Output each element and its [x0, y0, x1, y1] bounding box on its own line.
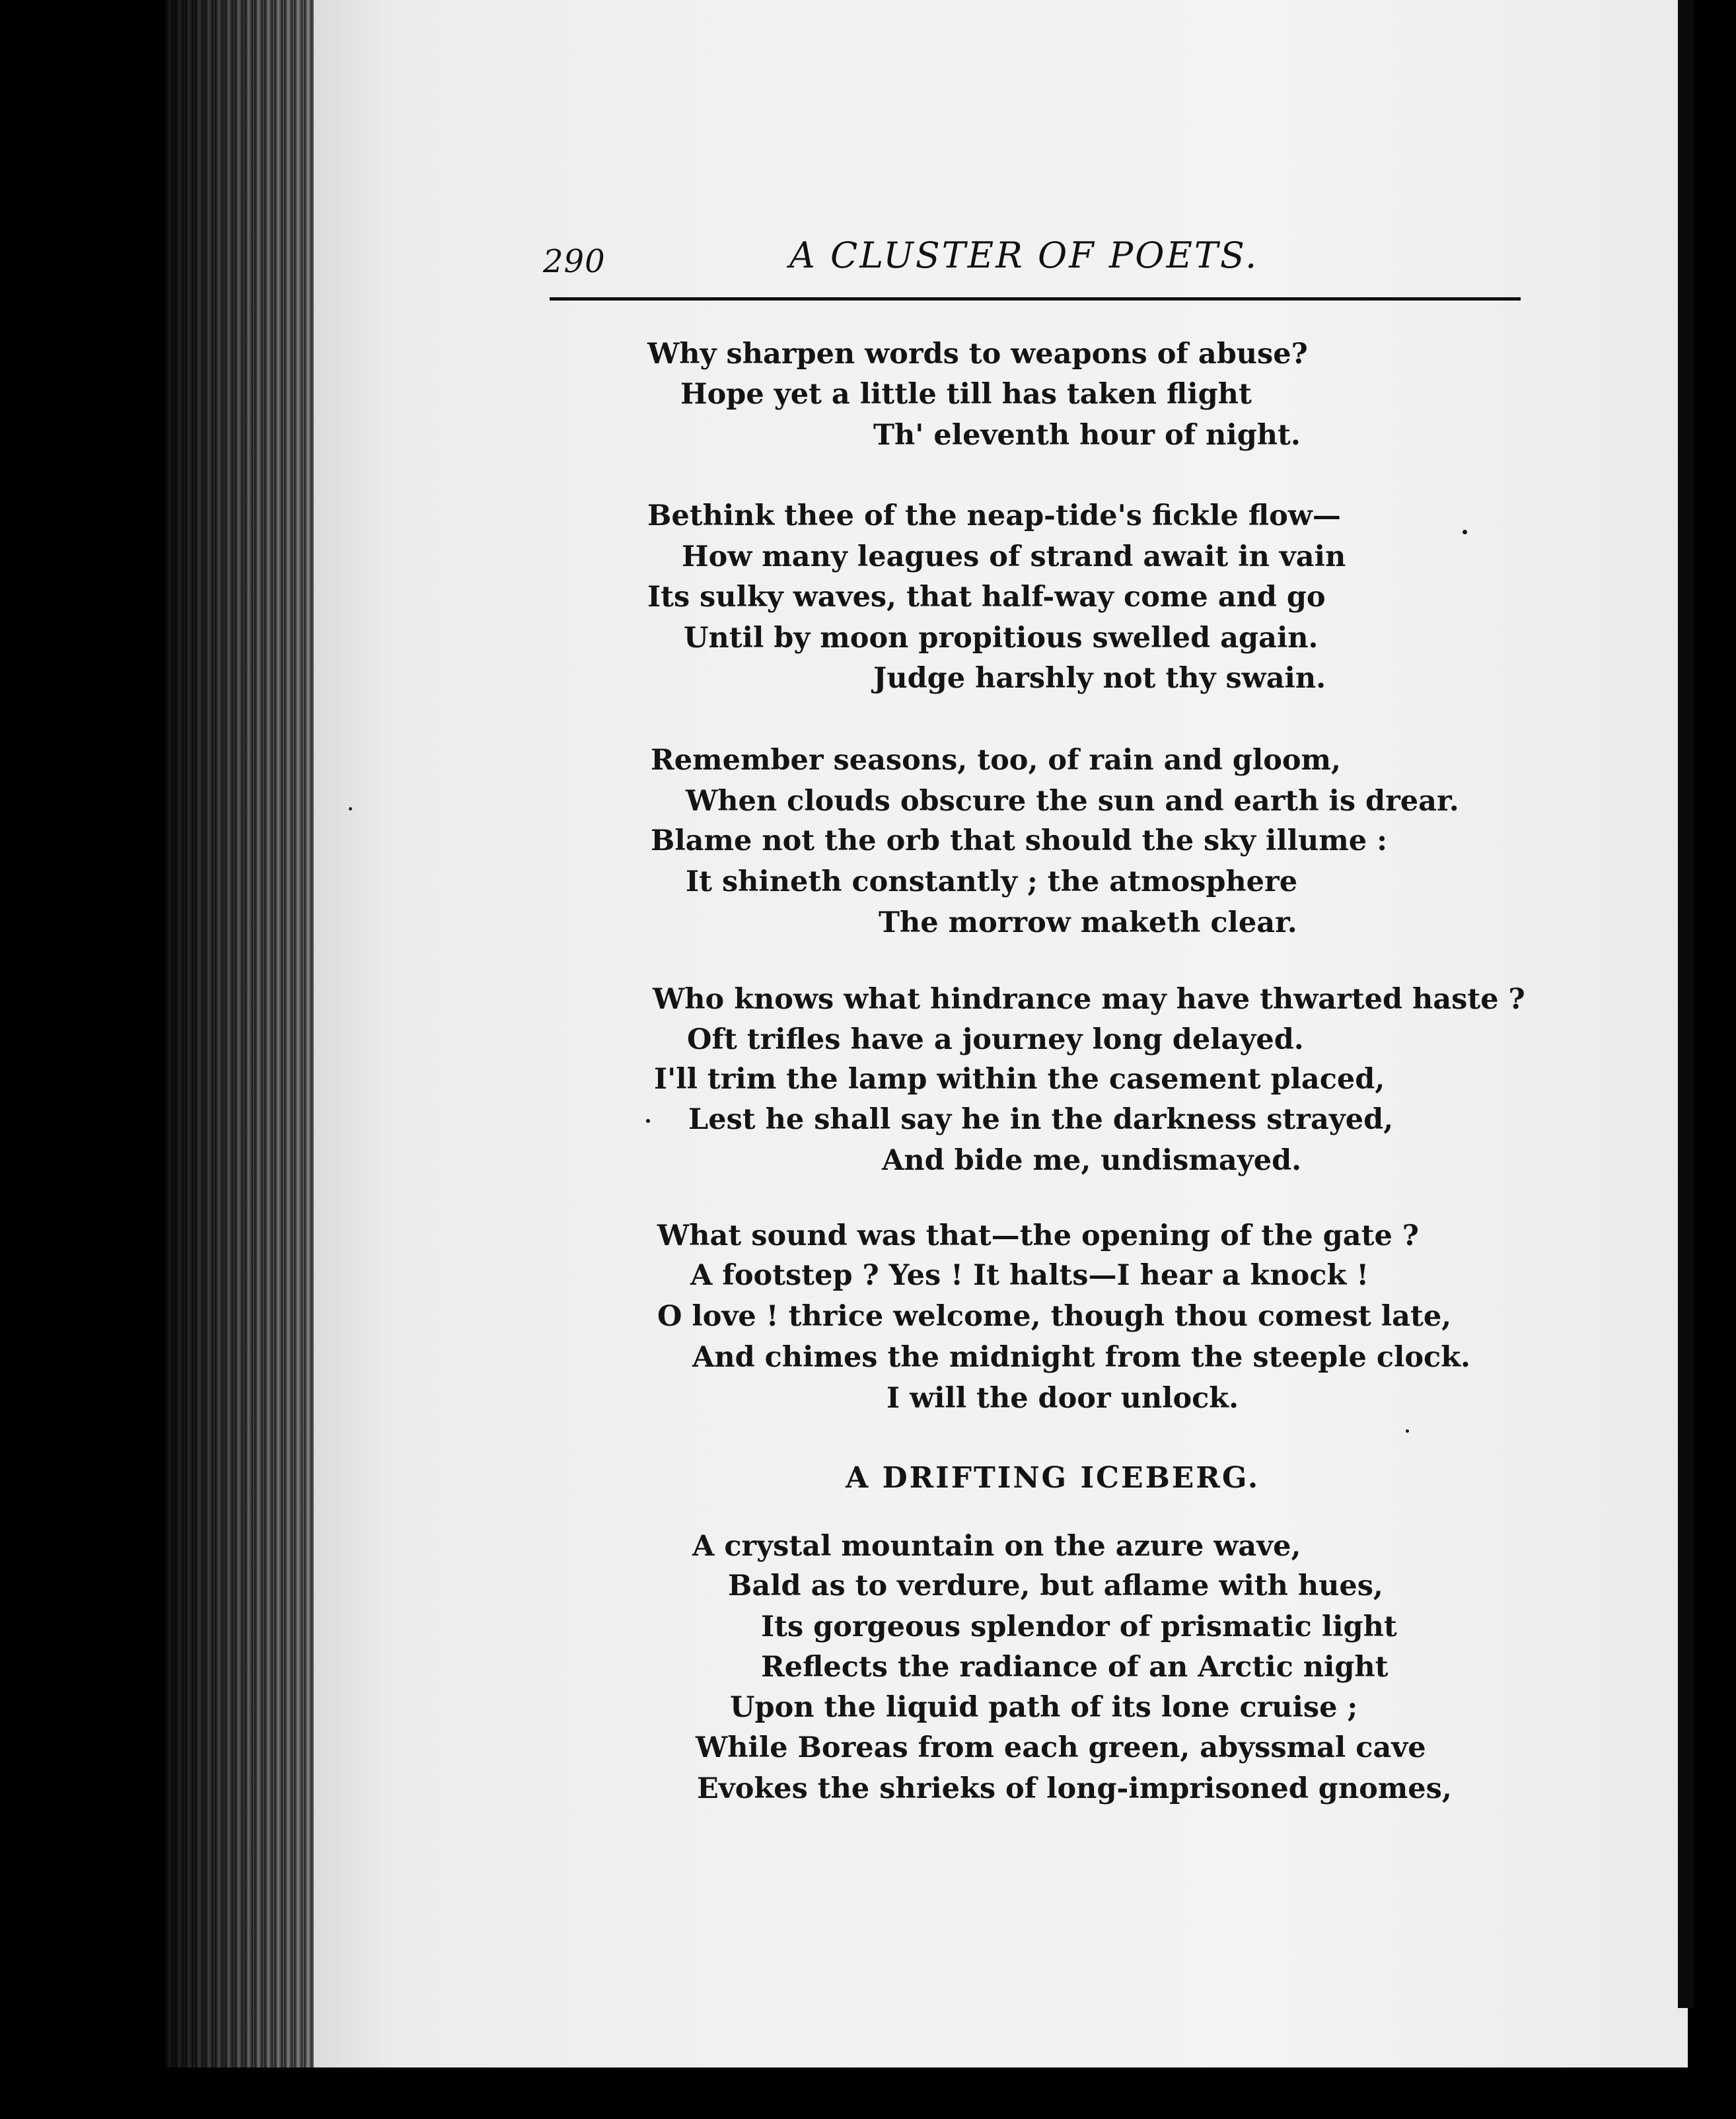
verse-line: A footstep ? Yes ! It halts—I hear a knock !: [690, 1259, 1369, 1292]
page-number: 290: [543, 243, 606, 280]
verse-line: And bide me, undismayed.: [882, 1144, 1302, 1177]
verse-line: Hope yet a little till has taken flight: [680, 378, 1252, 411]
verse-line: O love ! thrice welcome, though thou comest late,: [657, 1300, 1452, 1333]
verse-line: Until by moon propitious swelled again.: [684, 622, 1319, 655]
verse-line: I'll trim the lamp within the casement placed,: [654, 1063, 1385, 1096]
poem-title: A DRIFTING ICEBERG.: [846, 1461, 1260, 1495]
verse-line: The morrow maketh clear.: [879, 906, 1297, 939]
ink-speck: [646, 1119, 650, 1123]
verse-line: How many leagues of strand await in vain: [682, 540, 1346, 573]
right-binding-edge: [1678, 0, 1694, 2008]
verse-line: Upon the liquid path of its lone cruise ;: [730, 1691, 1358, 1724]
verse-line: Why sharpen words to weapons of abuse?: [647, 338, 1308, 371]
verse-line: Oft trifles have a journey long delayed.: [687, 1023, 1304, 1056]
verse-line: Who knows what hindrance may have thwarted haste ?: [653, 983, 1525, 1016]
page-edges-shadow: [165, 0, 317, 2119]
header-rule: [550, 297, 1521, 301]
verse-line: I will the door unlock.: [886, 1382, 1239, 1415]
verse-line: While Boreas from each green, abyssmal cave: [696, 1731, 1426, 1764]
verse-line: When clouds obscure the sun and earth is drear.: [686, 785, 1459, 818]
verse-line: Evokes the shrieks of long-imprisoned gnomes,: [697, 1772, 1452, 1805]
verse-line: Judge harshly not thy swain.: [873, 662, 1326, 695]
verse-line: Lest he shall say he in the darkness strayed,: [688, 1103, 1394, 1136]
verse-line: A crystal mountain on the azure wave,: [692, 1530, 1301, 1563]
verse-line: Remember seasons, too, of rain and gloom,: [651, 744, 1342, 777]
verse-line: And chimes the midnight from the steeple clock.: [692, 1341, 1471, 1374]
ink-speck: [1463, 530, 1467, 534]
verse-line: Its sulky waves, that half-way come and go: [647, 581, 1326, 614]
verse-line: Blame not the orb that should the sky illume :: [651, 824, 1387, 857]
ink-speck: [1406, 1429, 1409, 1433]
ink-speck: [349, 807, 352, 810]
verse-line: What sound was that—the opening of the gate ?: [657, 1219, 1419, 1252]
verse-line: Th' eleventh hour of night.: [873, 419, 1301, 452]
verse-line: Bethink thee of the neap-tide's fickle flow—: [647, 499, 1341, 532]
bottom-scan-border: [0, 2067, 1736, 2119]
verse-line: Bald as to verdure, but aflame with hues,: [728, 1569, 1383, 1602]
verse-line: Its gorgeous splendor of prismatic light: [761, 1610, 1397, 1643]
verse-line: It shineth constantly ; the atmosphere: [686, 865, 1298, 898]
running-head-title: A CLUSTER OF POETS.: [789, 234, 1259, 276]
verse-line: Reflects the radiance of an Arctic night: [761, 1651, 1389, 1684]
